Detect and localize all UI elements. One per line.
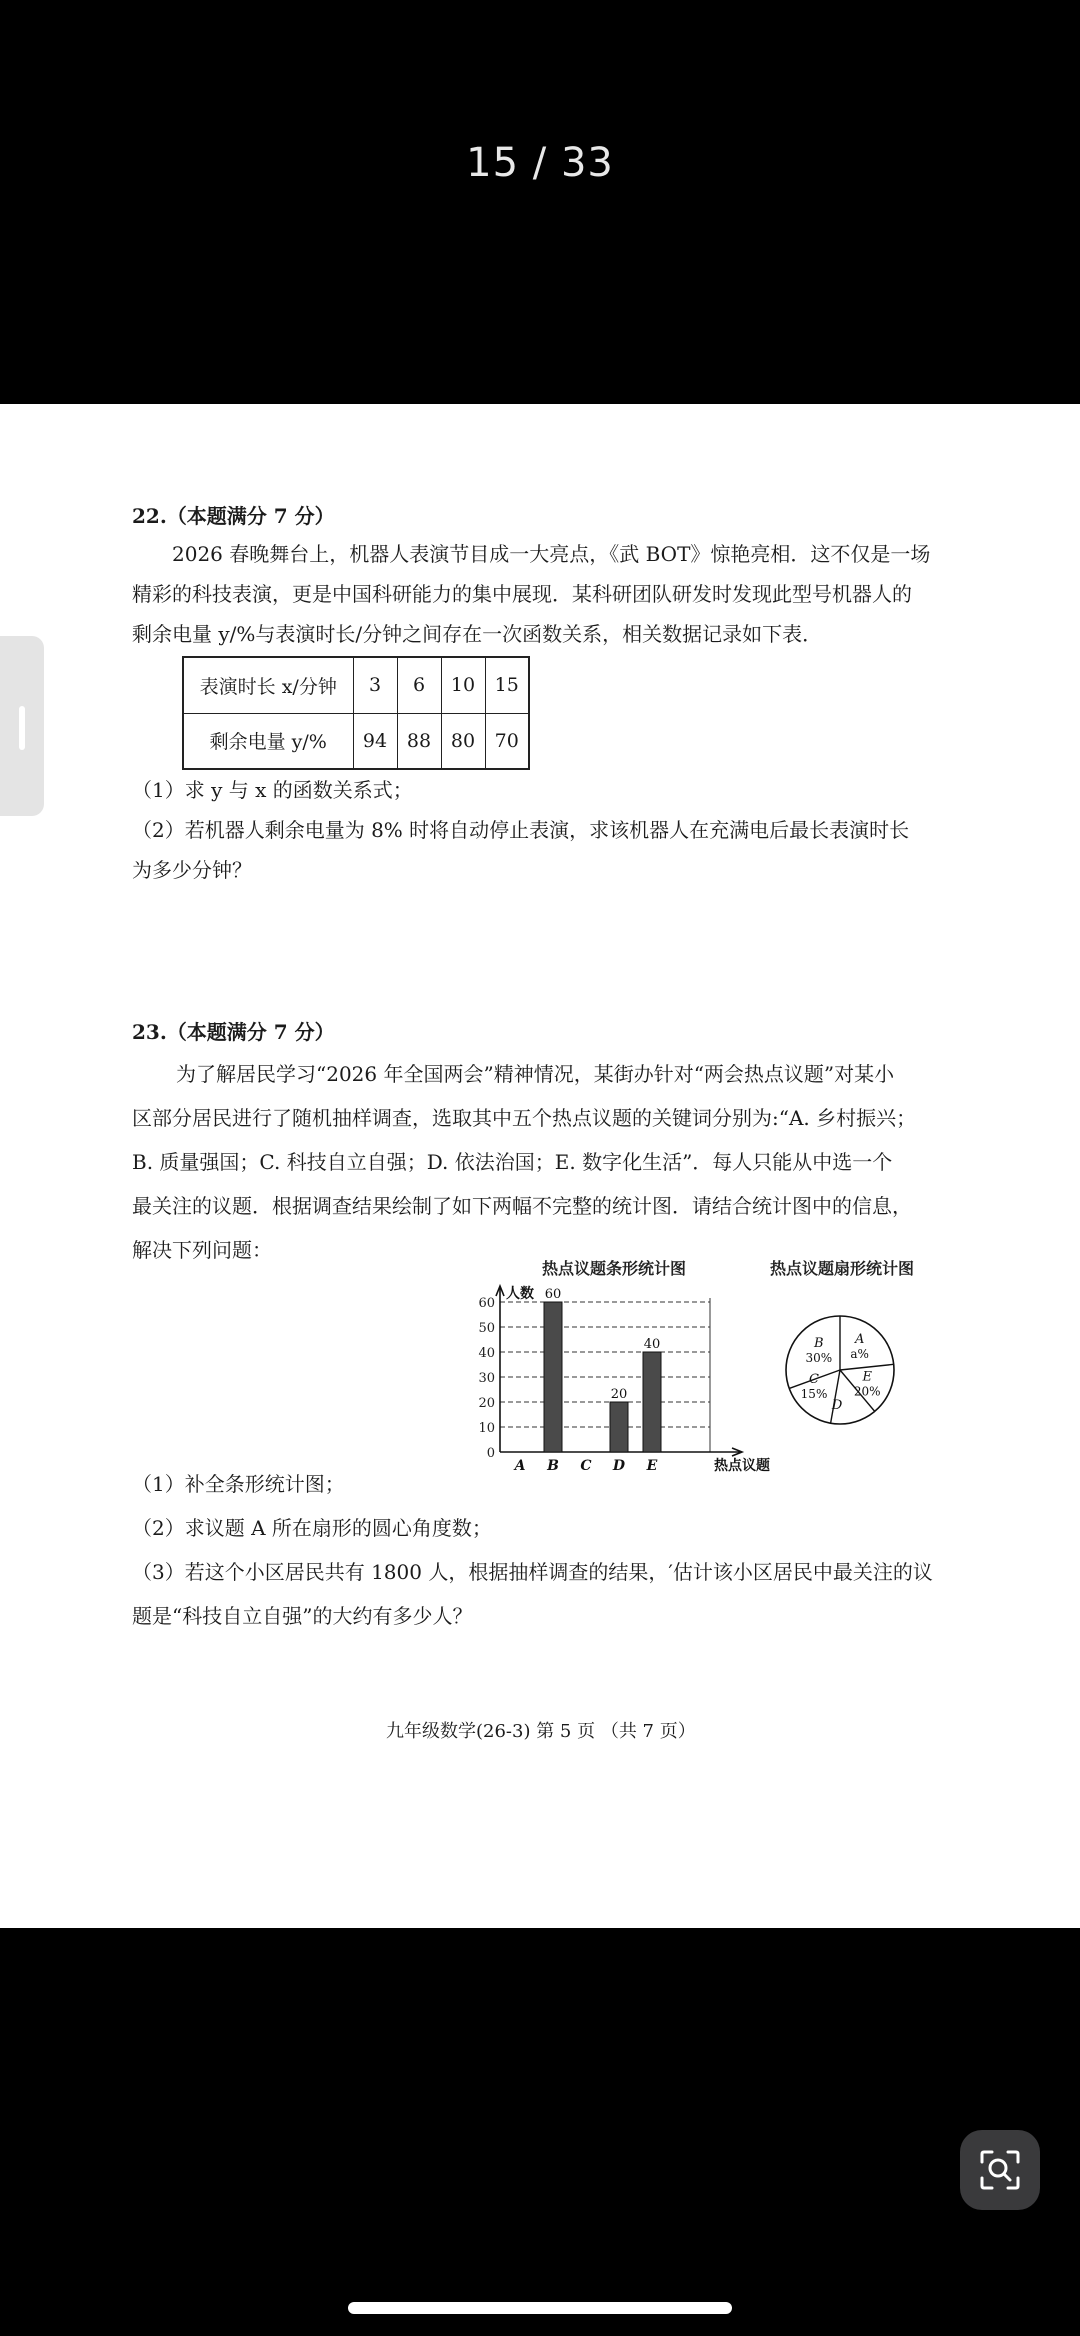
q23-para-line5: 解决下列问题：: [132, 1238, 272, 1262]
q23-para-line1: 为了解居民学习“2026 年全国两会”精神情况，某街办针对“两会热点议题”对某小: [176, 1062, 895, 1086]
y-tick-label: 60: [478, 1296, 495, 1311]
table-row1-header: 表演时长 x/分钟: [183, 657, 353, 713]
bar: [610, 1402, 628, 1452]
document-page: [0, 404, 1080, 1928]
page-counter: 15 / 33: [466, 140, 614, 186]
q23-sub1: （1）补全条形统计图；: [132, 1472, 345, 1496]
q23-heading: 23.（本题满分 7 分）: [132, 1020, 335, 1044]
x-tick-label: B: [547, 1458, 559, 1474]
q22-sub2-line1: （2）若机器人剩余电量为 8% 时将自动停止表演，求该机器人在充满电后最长表演时长: [132, 818, 910, 842]
scan-search-button[interactable]: [960, 2130, 1040, 2210]
y-tick-label: 50: [478, 1321, 495, 1336]
q22-data-table: [182, 656, 530, 770]
table-cell: 3: [353, 657, 397, 713]
handle-grip-icon: [19, 706, 25, 750]
q23-sub3-line1: （3）若这个小区居民共有 1800 人，根据抽样调查的结果，′估计该小区居民中最关注的议: [132, 1560, 933, 1584]
viewer-bottom-bar: [0, 1928, 1080, 2336]
pie-slice-value: 15%: [800, 1387, 828, 1401]
table-cell: 88: [397, 713, 441, 769]
y-axis-label: 人数: [506, 1286, 534, 1302]
bar: [643, 1352, 661, 1452]
y-tick-label: 30: [478, 1371, 495, 1386]
x-tick-label: D: [612, 1458, 626, 1474]
q22-para-line3: 剩余电量 y/%与表演时长/分钟之间存在一次函数关系，相关数据记录如下表．: [132, 622, 823, 646]
q22-para-line1: 2026 春晚舞台上，机器人表演节目成一大亮点，《武 BOT》惊艳亮相．这不仅是一场: [172, 542, 931, 566]
scan-search-icon: [978, 2148, 1022, 2192]
q23-sub3-line2: 题是“科技自立自强”的大约有多少人？: [132, 1604, 473, 1628]
table-cell: 15: [485, 657, 529, 713]
y-tick-label: 10: [478, 1421, 495, 1436]
table-cell: 80: [441, 713, 485, 769]
x-tick-label: E: [646, 1458, 658, 1474]
pie-slice-value: 20%: [853, 1384, 881, 1399]
q22-sub1: （1）求 y 与 x 的函数关系式；: [132, 778, 413, 802]
table-cell: 94: [353, 713, 397, 769]
bar-data-label: 20: [610, 1387, 628, 1402]
table-cell: 6: [397, 657, 441, 713]
q22-heading: 22.（本题满分 7 分）: [132, 504, 335, 528]
bar-chart: [460, 1284, 780, 1474]
q22-para-line2: 精彩的科技表演，更是中国科研能力的集中展现．某科研团队研发时发现此型号机器人的: [132, 582, 912, 606]
bar-data-label: 40: [643, 1337, 661, 1352]
pie-slice-value: 30%: [805, 1350, 833, 1365]
q23-para-line2: 区部分居民进行了随机抽样调查，选取其中五个热点议题的关键词分别为:“A. 乡村振兴；: [132, 1106, 917, 1130]
y-tick-label: 40: [478, 1346, 495, 1361]
table-row: [183, 657, 529, 713]
q23-para-line3: B. 质量强国；C. 科技自立自强；D. 依法治国；E. 数字化生活”．每人只能从中选一个: [132, 1150, 893, 1174]
pie-slice-label: C: [809, 1372, 819, 1387]
x-axis-label: 热点议题: [714, 1458, 770, 1474]
pie-slice-label: D: [831, 1397, 843, 1413]
y-tick-label: 0: [486, 1446, 495, 1461]
table-cell: 70: [485, 713, 529, 769]
y-tick-label: 20: [478, 1396, 495, 1411]
bar: [544, 1302, 562, 1452]
table-row2-header: 剩余电量 y/%: [183, 713, 353, 769]
page-footer: 九年级数学(26-3) 第 5 页 （共 7 页）: [386, 1721, 696, 1742]
home-indicator[interactable]: [348, 2302, 732, 2314]
x-tick-label: A: [514, 1458, 526, 1474]
pie-slice-label: B: [814, 1335, 824, 1351]
pie-chart-title: 热点议题扇形统计图: [770, 1259, 915, 1278]
pie-slice-label: E: [862, 1369, 872, 1385]
pie-chart: [780, 1310, 900, 1430]
x-tick-label: C: [580, 1458, 592, 1474]
table-row: [183, 713, 529, 769]
q23-sub2: （2）求议题 A 所在扇形的圆心角度数；: [132, 1516, 492, 1540]
bar-chart-title: 热点议题条形统计图: [542, 1259, 687, 1278]
viewer-top-bar: [0, 0, 1080, 404]
side-scroll-handle[interactable]: [0, 636, 44, 816]
q22-sub2-line2: 为多少分钟？: [132, 858, 252, 882]
q23-para-line4: 最关注的议题．根据调查结果绘制了如下两幅不完整的统计图．请结合统计图中的信息，: [132, 1194, 912, 1218]
bar-data-label: 60: [544, 1287, 562, 1302]
pie-slice-label: A: [855, 1331, 865, 1347]
pie-slice-value: a%: [850, 1346, 869, 1361]
table-cell: 10: [441, 657, 485, 713]
